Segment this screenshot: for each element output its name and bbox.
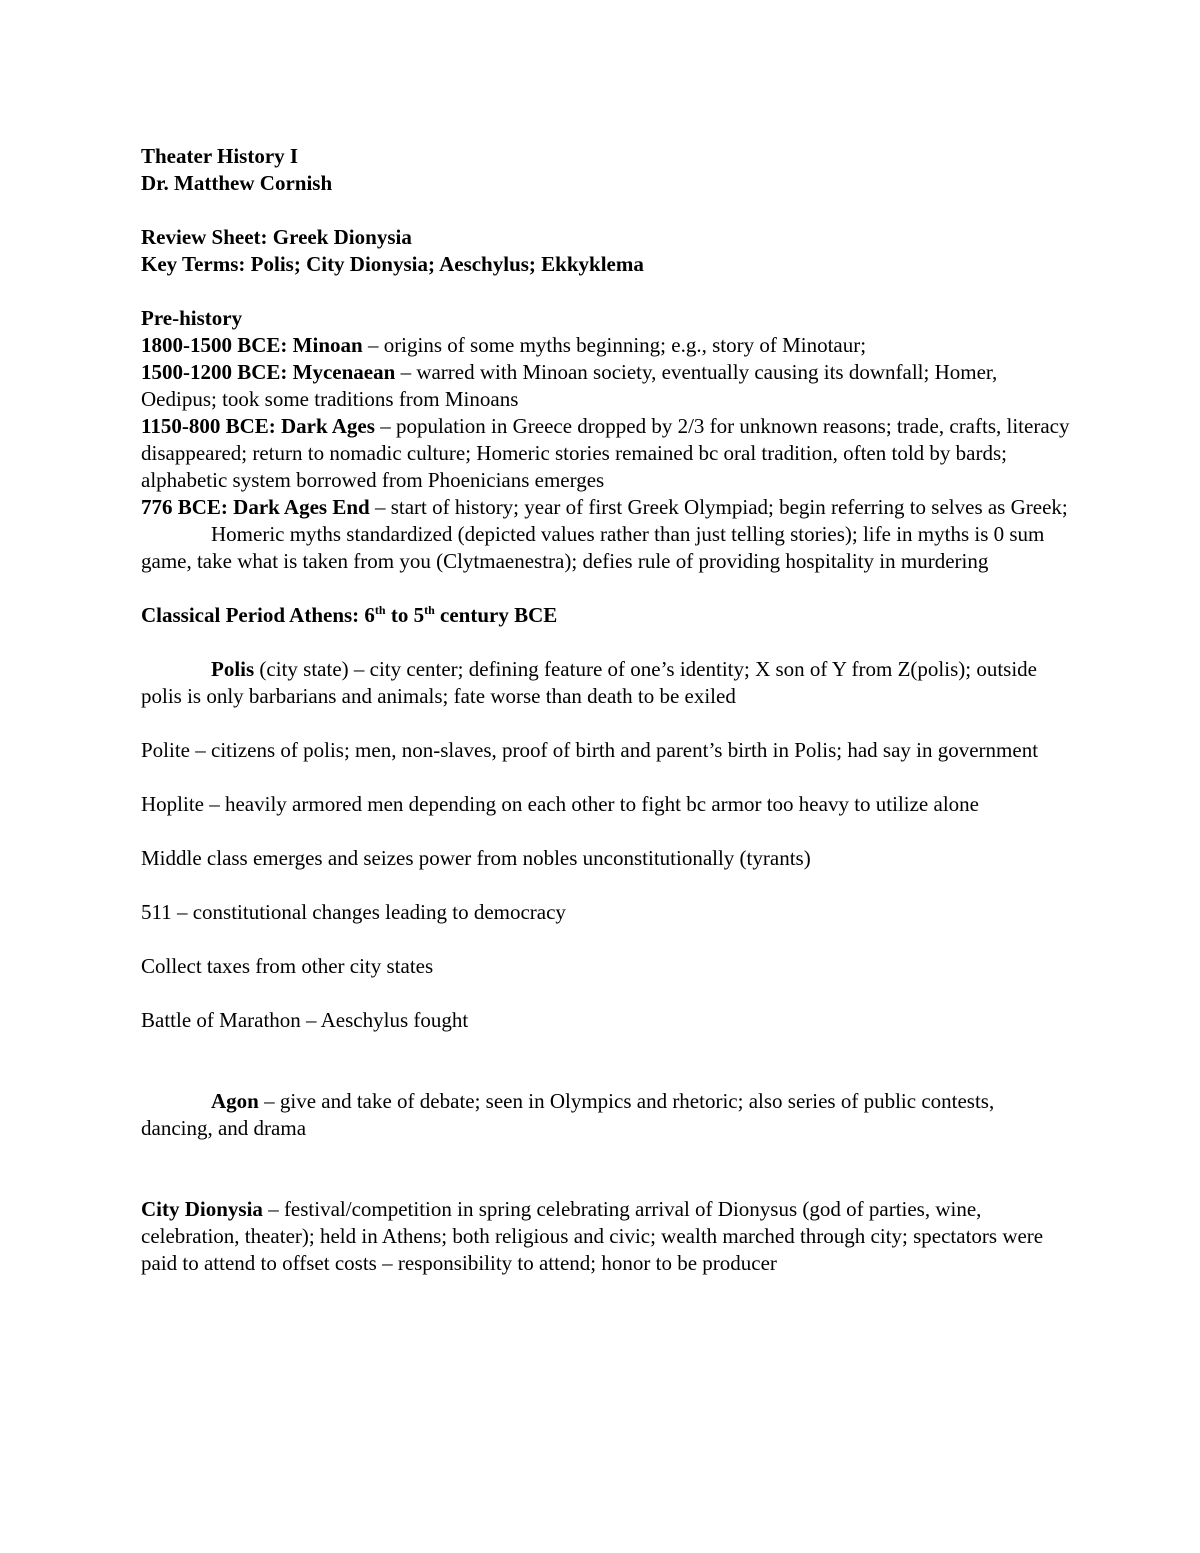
prehistory-heading: Pre-history — [141, 306, 243, 330]
timeline-entry-mycenaean: 1500-1200 BCE: Mycenaean – warred with Minoan society, eventually causing its downfall; Homer, Oedipus; took some traditions from Minoans — [141, 360, 998, 411]
hoplite-definition: Hoplite – heavily armored men depending on each other to fight bc armor too heavy to utilize alone — [141, 792, 979, 816]
homeric-note: Homeric myths standardized (depicted values rather than just telling stories); life in myths is 0 sum game, take what is taken from you (Clytmaenestra); defies rule of providing hospitality in murdering — [141, 522, 1045, 573]
middle-class-note: Middle class emerges and seizes power from nobles unconstitutionally (tyrants) — [141, 846, 811, 870]
timeline-entry-minoan: 1800-1500 BCE: Minoan – origins of some myths beginning; e.g., story of Minotaur; — [141, 333, 867, 357]
timeline-entry-dark-ages-end: 776 BCE: Dark Ages End – start of history; year of first Greek Olympiad; begin referring to selves as Greek; — [141, 495, 1068, 519]
course-title: Theater History I — [141, 144, 299, 168]
key-terms: Key Terms: Polis; City Dionysia; Aeschylus; Ekkyklema — [141, 252, 644, 276]
polite-definition: Polite – citizens of polis; men, non-slaves, proof of birth and parent’s birth in Polis; had say in government — [141, 738, 1039, 762]
classical-heading: Classical Period Athens: 6th to 5th century BCE — [141, 603, 558, 627]
city-dionysia-definition: City Dionysia – festival/competition in spring celebrating arrival of Dionysus (god of parties, wine, celebration, theater); held in Athens; both religious and civic; wealth marched through city; spectators were paid to attend to offset costs – responsibility to attend; honor to be producer — [141, 1197, 1044, 1275]
document-body — [141, 143, 1071, 1277]
polis-definition: Polis (city state) – city center; defining feature of one’s identity; X son of Y from Z(polis); outside polis is only barbarians and animals; fate worse than death to be exiled — [141, 657, 1037, 708]
agon-definition: Agon – give and take of debate; seen in Olympics and rhetoric; also series of public contests, dancing, and drama — [141, 1089, 995, 1140]
marathon-note: Battle of Marathon – Aeschylus fought — [141, 1008, 469, 1032]
review-title: Review Sheet: Greek Dionysia — [141, 225, 412, 249]
constitutional-note: 511 – constitutional changes leading to democracy — [141, 900, 566, 924]
timeline-entry-dark-ages: 1150-800 BCE: Dark Ages – population in Greece dropped by 2/3 for unknown reasons; trade, crafts, literacy disappeared; return to nomadic culture; Homeric stories remained bc oral tradition, often told by bards; alphabetic system borrowed from Phoenicians emerges — [141, 414, 1070, 492]
instructor-name: Dr. Matthew Cornish — [141, 171, 333, 195]
taxes-note: Collect taxes from other city states — [141, 954, 434, 978]
